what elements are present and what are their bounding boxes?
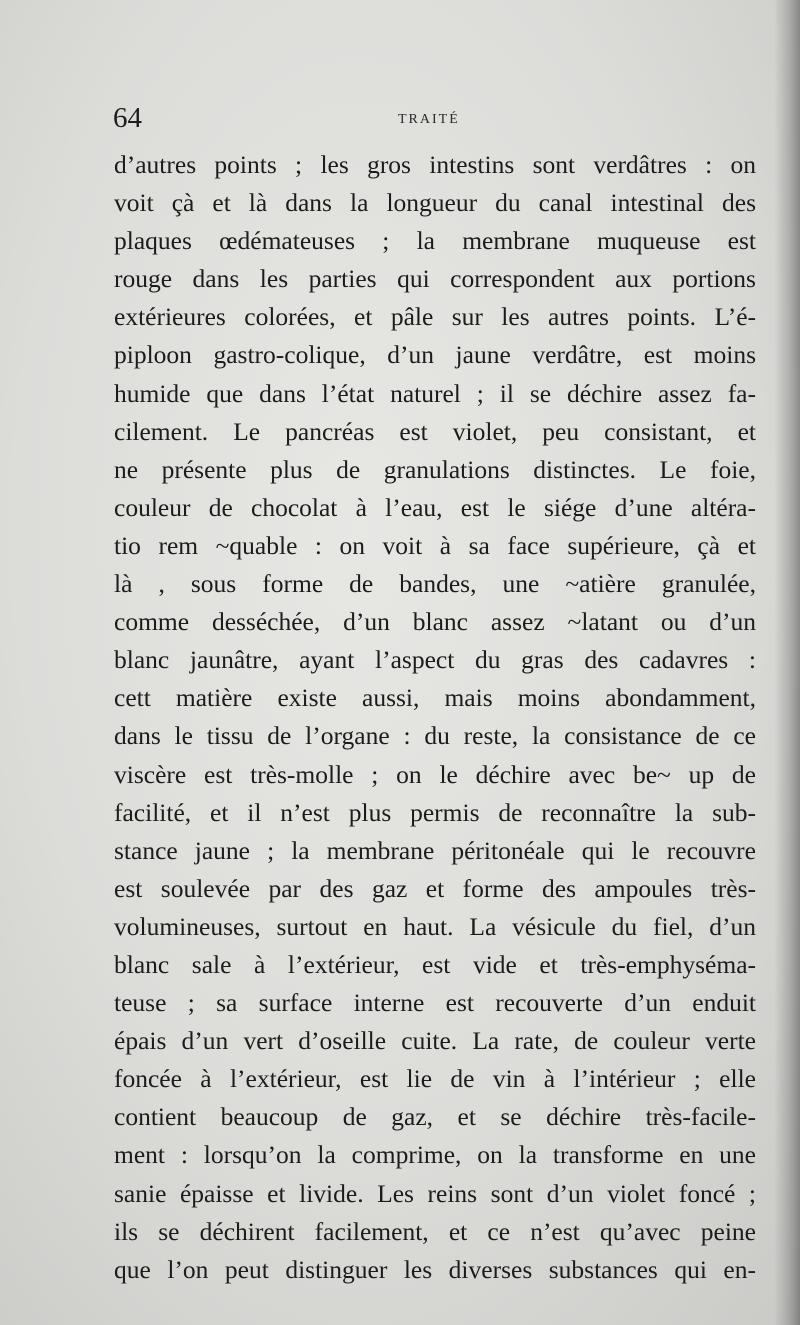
text-line: voit çà et là dans la longueur du canal intestinal des xyxy=(114,188,756,218)
text-line: épais d’un vert d’oseille cuite. La rate, de couleur verte xyxy=(114,1026,756,1056)
text-line: cilement. Le pancréas est violet, peu consistant, et xyxy=(114,416,756,446)
running-head: TRAITÉ xyxy=(398,112,460,127)
text-line: sanie épaisse et livide. Les reins sont d’un violet foncé ; xyxy=(114,1178,756,1208)
text-line: comme desséchée, d’un blanc assez ~latant ou d’un xyxy=(114,607,756,637)
page-header xyxy=(113,100,753,140)
text-line: foncée à l’extérieur, est lie de vin à l’intérieur ; elle xyxy=(114,1064,756,1094)
text-line: est soulevée par des gaz et forme des ampoules très- xyxy=(114,873,756,903)
text-line: cett matière existe aussi, mais moins abondamment, xyxy=(114,683,756,713)
text-line: blanc sale à l’extérieur, est vide et très-emphyséma- xyxy=(114,949,756,979)
text-line: viscère est très-molle ; on le déchire avec be~ up de xyxy=(114,759,756,789)
text-line: stance jaune ; la membrane péritonéale qui le recouvre xyxy=(114,835,756,865)
text-line: ils se déchirent facilement, et ce n’est qu’avec peine xyxy=(114,1216,756,1246)
text-line: ne présente plus de granulations distinctes. Le foie, xyxy=(114,454,756,484)
text-line: couleur de chocolat à l’eau, est le siége d’une altéra- xyxy=(114,492,756,522)
page-number: 64 xyxy=(113,102,142,134)
text-line: blanc jaunâtre, ayant l’aspect du gras des cadavres : xyxy=(114,645,756,675)
text-line: teuse ; sa surface interne est recouverte d’un enduit xyxy=(114,988,756,1018)
text-line: facilité, et il n’est plus permis de reconnaître la sub- xyxy=(114,797,756,827)
text-line: d’autres points ; les gros intestins sont verdâtres : on xyxy=(114,150,756,179)
body-text xyxy=(114,146,756,1289)
text-line: contient beaucoup de gaz, et se déchire très-facile- xyxy=(114,1102,756,1132)
text-line: là , sous forme de bandes, une ~atière granulée, xyxy=(114,569,756,599)
text-line: humide que dans l’état naturel ; il se déchire assez fa- xyxy=(114,378,756,408)
text-line: volumineuses, surtout en haut. La vésicule du fiel, d’un xyxy=(114,911,756,941)
text-line: rouge dans les parties qui correspondent aux portions xyxy=(114,264,756,294)
text-line: dans le tissu de l’organe : du reste, la consistance de ce xyxy=(114,721,756,751)
text-line: tio rem ~quable : on voit à sa face supérieure, çà et xyxy=(114,530,756,560)
text-line: piploon gastro-colique, d’un jaune verdâtre, est moins xyxy=(114,340,756,370)
text-line: extérieures colorées, et pâle sur les autres points. L’é- xyxy=(114,302,756,332)
page-edge-shadow xyxy=(774,0,800,1325)
text-line: plaques œdémateuses ; la membrane muqueuse est xyxy=(114,226,756,256)
text-line: ment : lorsqu’on la comprime, on la transforme en une xyxy=(114,1140,756,1170)
text-line: que l’on peut distinguer les diverses substances qui en- xyxy=(114,1254,756,1284)
